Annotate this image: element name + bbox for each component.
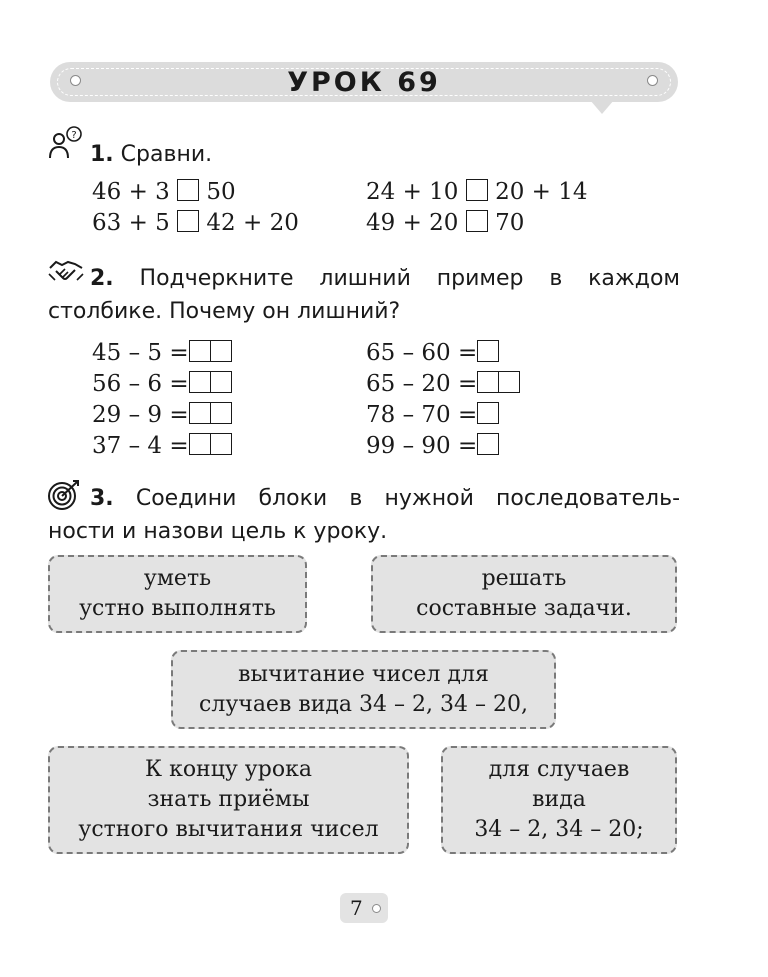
expression: 37 – 4 = — [92, 433, 189, 459]
task2-heading-line2: столбике. Почему он лишний? — [48, 299, 401, 324]
goal-block[interactable] — [48, 555, 307, 633]
answer-box[interactable] — [177, 210, 199, 232]
task1-row — [366, 208, 524, 239]
answer-box[interactable] — [477, 402, 499, 424]
block-line: устного вычитания чисел — [78, 817, 379, 842]
lesson-title: УРОК 69 — [287, 67, 441, 98]
answer-box[interactable] — [499, 371, 520, 393]
block-line: решать — [481, 566, 567, 591]
block-line: для случаев — [488, 757, 630, 782]
answer-box[interactable] — [466, 179, 488, 201]
answer-box[interactable] — [211, 433, 232, 455]
task2-row — [366, 431, 499, 462]
task2-row — [366, 400, 499, 431]
expression: 42 + 20 — [206, 210, 299, 236]
expression: 78 – 70 = — [366, 402, 478, 428]
page-dot — [372, 904, 381, 913]
task2-row — [366, 369, 520, 400]
answer-box[interactable] — [211, 402, 232, 424]
expression: 50 — [206, 179, 236, 205]
expression: 65 – 60 = — [366, 340, 478, 366]
task2-number: 2. — [90, 266, 114, 291]
expression: 24 + 10 — [366, 179, 459, 205]
expression: 99 – 90 = — [366, 433, 478, 459]
answer-box[interactable] — [477, 340, 499, 362]
goal-block[interactable] — [371, 555, 677, 633]
block-line: случаев вида 34 – 2, 34 – 20, — [199, 691, 528, 717]
task2-row — [366, 338, 499, 369]
answer-box[interactable] — [189, 371, 211, 393]
task1-heading — [90, 138, 212, 171]
block-line: вида — [532, 787, 586, 812]
answer-box[interactable] — [477, 433, 499, 455]
task3-text: Соедини блоки в нужной последователь- — [135, 486, 681, 511]
task2-text: Подчеркните лишний пример в каждом — [139, 266, 680, 291]
task3-heading-line2: ности и назови цель к уроку. — [48, 519, 388, 544]
expression: 63 + 5 — [92, 210, 170, 236]
answer-box[interactable] — [189, 433, 211, 455]
goal-block[interactable] — [441, 746, 677, 854]
task3-heading-line1 — [48, 482, 680, 515]
answer-box[interactable] — [477, 371, 499, 393]
answer-box[interactable] — [466, 210, 488, 232]
block-line: составные задачи. — [416, 596, 632, 621]
block-line: уметь — [143, 566, 212, 591]
goal-block[interactable] — [48, 746, 409, 854]
task1-number: 1. — [90, 142, 114, 167]
block-line: устно выполнять — [79, 596, 276, 621]
task1-text: Сравни. — [120, 142, 213, 167]
expression: 49 + 20 — [366, 210, 459, 236]
expression: 20 + 14 — [495, 179, 588, 205]
expression: 29 – 9 = — [92, 402, 189, 428]
task3-number: 3. — [90, 486, 114, 511]
answer-box[interactable] — [211, 371, 232, 393]
expression: 70 — [495, 210, 525, 236]
task2-heading-line1 — [48, 262, 680, 295]
answer-box[interactable] — [189, 340, 211, 362]
block-line: вычитание чисел для — [238, 661, 489, 687]
expression: 46 + 3 — [92, 179, 170, 205]
page-number: 7 — [350, 896, 363, 920]
task1-row — [92, 208, 299, 239]
banner-tail — [590, 100, 614, 114]
expression: 56 – 6 = — [92, 371, 189, 397]
answer-box[interactable] — [211, 340, 232, 362]
task2-row — [92, 338, 232, 369]
page-number-badge — [340, 893, 388, 923]
task2-row — [92, 369, 232, 400]
lesson-banner — [50, 62, 678, 102]
answer-box[interactable] — [177, 179, 199, 201]
task1-row — [366, 177, 588, 208]
task1-row — [92, 177, 236, 208]
people-question-icon — [47, 124, 85, 162]
svg-text:?: ? — [71, 130, 77, 141]
task2-row — [92, 431, 232, 462]
expression: 45 – 5 = — [92, 340, 189, 366]
task2-row — [92, 400, 232, 431]
block-line: знать приёмы — [147, 787, 310, 812]
block-line: 34 – 2, 34 – 20; — [474, 817, 644, 842]
answer-box[interactable] — [189, 402, 211, 424]
expression: 65 – 20 = — [366, 371, 478, 397]
goal-block[interactable] — [171, 650, 556, 729]
block-line: К концу урока — [145, 757, 312, 782]
